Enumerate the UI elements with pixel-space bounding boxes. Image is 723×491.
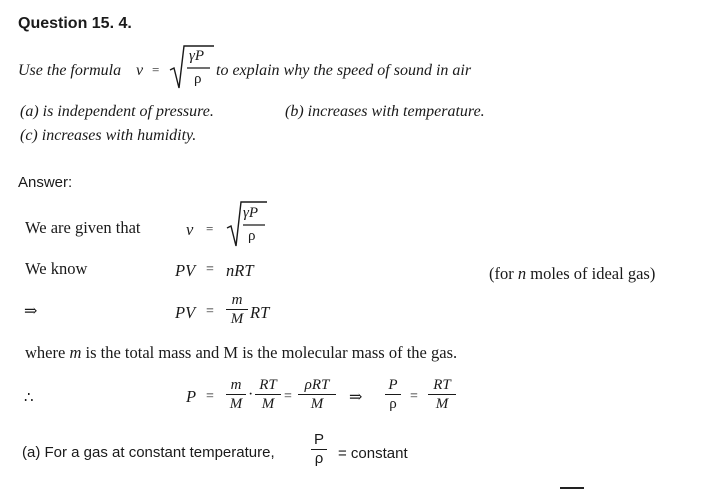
fraction-rt-over-M [255, 377, 281, 412]
constant-text: = constant [338, 445, 408, 462]
fraction-den: ρ [389, 396, 397, 412]
answer-label: Answer: [18, 174, 73, 191]
fraction-num: ρRT [304, 377, 330, 393]
fraction-num: m [230, 377, 242, 393]
fraction-m-over-M-2 [226, 377, 246, 412]
given-numerator: γP [243, 205, 259, 221]
part-a-answer: (a) For a gas at constant temperature, [22, 444, 275, 461]
fraction-num: P [388, 377, 398, 393]
question-title: Question 15. 4. [18, 15, 132, 32]
eq3-equals-3: = [410, 389, 418, 404]
given-equals: = [206, 221, 214, 236]
fraction-m-over-M [226, 292, 248, 327]
fraction-den: ρ [314, 450, 324, 467]
implies-arrow-2: ⇒ [349, 389, 363, 406]
eq3-equals-2: = [284, 389, 292, 404]
formula-equals: = [152, 62, 160, 77]
question-prompt-prefix: Use the formula [18, 62, 122, 79]
eq3-equals-1: = [206, 389, 214, 404]
question-prompt-suffix: to explain why the speed of sound in air [216, 62, 472, 79]
formula-denominator: ρ [194, 71, 202, 87]
ideal-gas-note-pre: (for [489, 264, 514, 283]
fraction-bar [255, 394, 281, 395]
where-m: m [69, 343, 82, 362]
fraction-den: M [310, 396, 324, 412]
therefore-symbol: ∴ [24, 390, 34, 406]
question-part-b: (b) increases with temperature. [285, 103, 485, 120]
where-post: is the total mass and M is the molecular mass of the gas. [85, 343, 458, 362]
ideal-gas-note-n: n [517, 264, 527, 283]
eq3-dot: · [248, 386, 254, 403]
fraction-bar [226, 394, 246, 395]
formula-numerator: γP [189, 48, 205, 64]
fraction-p-over-rho-2 [311, 432, 327, 467]
fraction-bar [226, 309, 248, 310]
fraction-bar [428, 394, 456, 395]
divider [560, 487, 584, 489]
fraction-num: RT [259, 377, 277, 393]
fraction-den: M [229, 396, 243, 412]
know-pv: PV [175, 261, 196, 280]
ideal-gas-note [489, 264, 655, 284]
given-text: We are given that [25, 218, 141, 237]
fraction-bar [385, 394, 401, 395]
formula-v: v [136, 62, 144, 79]
where-text [25, 343, 457, 363]
question-part-a: (a) is independent of pressure. [20, 103, 214, 120]
fraction-den: M [230, 311, 244, 327]
sqrt-formula [170, 44, 215, 90]
fraction-p-over-rho [385, 377, 401, 412]
fraction-bar [298, 394, 336, 395]
fraction-num: m [231, 292, 243, 308]
eq3-p: P [186, 387, 197, 406]
fraction-den: M [435, 396, 449, 412]
know-text: We know [25, 259, 88, 278]
fraction-den: M [261, 396, 275, 412]
know-equals: = [206, 262, 214, 277]
fraction-num: P [313, 431, 324, 448]
fraction-num: RT [433, 377, 451, 393]
eq2-pv: PV [175, 303, 196, 322]
question-part-c: (c) increases with humidity. [20, 127, 197, 144]
where-pre: where [25, 343, 66, 362]
given-denominator: ρ [248, 228, 256, 244]
know-nrt: nRT [226, 261, 254, 280]
given-sqrt [227, 200, 272, 248]
fraction-rhort-over-M [298, 377, 336, 412]
given-v: v [186, 220, 194, 239]
implies-arrow-1: ⇒ [24, 303, 38, 320]
ideal-gas-note-post: moles of ideal gas) [530, 264, 656, 283]
fraction-rt-over-M-2 [428, 377, 456, 412]
eq2-rt: RT [250, 303, 270, 322]
eq2-equals: = [206, 304, 214, 319]
